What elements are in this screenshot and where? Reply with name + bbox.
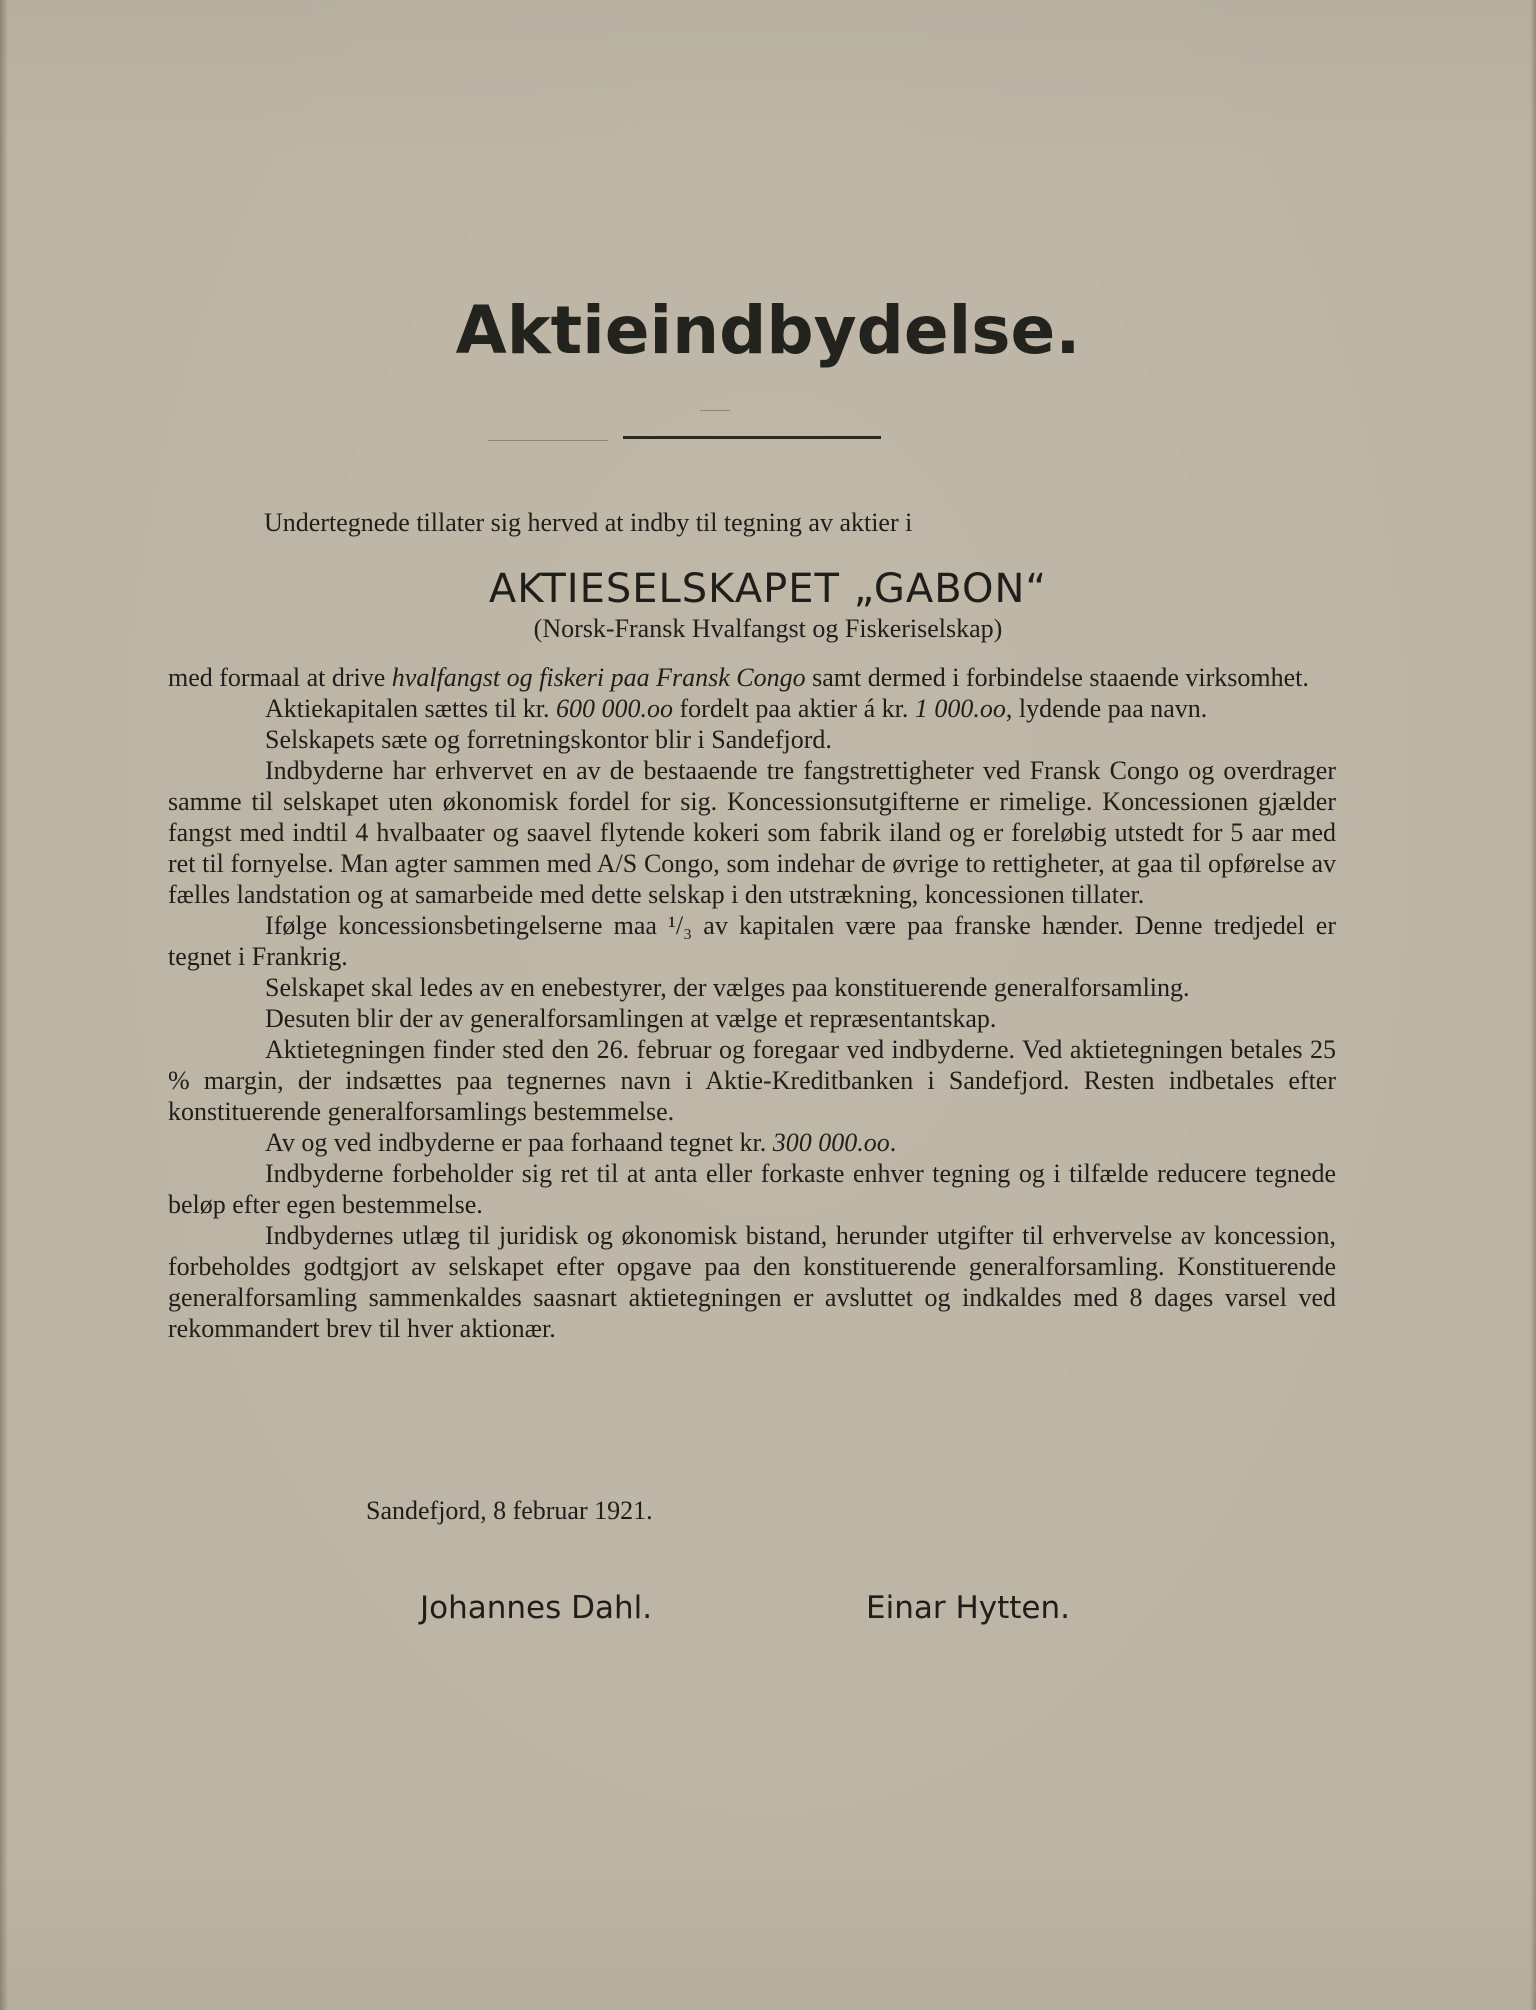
- decorative-dash: [488, 440, 608, 441]
- document-title: Aktieindbydelse.: [455, 292, 1081, 369]
- company-name: AKTIESELSKAPET „GABON“: [488, 566, 1048, 612]
- text-segment: med formaal at drive: [168, 663, 392, 692]
- text-segment: samt dermed i forbindelse staaende virksomhet.: [805, 663, 1309, 692]
- title-rule: [623, 436, 881, 439]
- text-segment: , lydende paa navn.: [1005, 694, 1208, 723]
- company-subtitle: (Norsk-Fransk Hvalfangst og Fiskeriselskap): [533, 614, 1003, 643]
- intro-line: Undertegnede tillater sig herved at indby til tegning av aktier i: [264, 508, 913, 537]
- paragraph-management: Selskapet skal ledes av en enebestyrer, der vælges paa konstituerende generalforsamling.: [265, 973, 1190, 1002]
- emphasis-text: 1 000.oo: [914, 694, 1006, 723]
- paragraph-reservation: Indbyderne forbeholder sig ret til at anta eller forkaste enhver tegning og i tilfælde reducere tegnede beløp efter egen bestemmelse.: [168, 1159, 1336, 1219]
- decorative-dash: [700, 410, 730, 411]
- paragraph-purpose: [168, 662, 1336, 693]
- paragraph-expenses: Indbydernes utlæg til juridisk og økonomisk bistand, herunder utgifter til erhvervelse av koncession, forbeholdes godtgjort av selskapet efter opgave paa den konstituerende generalforsamling. Konstituerende generalforsamling sammenkaldes saasnart aktietegningen er avsluttet og indkaldes med 8 dages varsel ved rekommandert brev til hver aktionær.: [168, 1221, 1336, 1343]
- text-segment: fordelt paa aktier á kr.: [673, 694, 915, 723]
- body-text: [168, 662, 1336, 1344]
- emphasis-text: hvalfangst og fiskeri paa Fransk Congo: [391, 663, 806, 692]
- text-segment: .: [889, 1128, 897, 1157]
- paragraph-french-share: Ifølge koncessionsbetingelserne maa ¹/₃ av kapitalen være paa franske hænder. Denne tredjedel er tegnet i Frankrig.: [168, 911, 1336, 971]
- emphasis-text: 300 000.oo: [772, 1128, 890, 1157]
- text-segment: Aktiekapitalen sættes til kr.: [265, 694, 557, 723]
- signatory-name: Johannes Dahl.: [420, 1590, 653, 1626]
- signatory-name: Einar Hytten.: [866, 1590, 1070, 1626]
- paragraph-presubscribed: [168, 1127, 1336, 1158]
- paragraph-capital: [168, 693, 1336, 724]
- paragraph-seat: Selskapets sæte og forretningskontor blir i Sandefjord.: [265, 725, 832, 754]
- paragraph-concession: Indbyderne har erhvervet en av de bestaaende tre fangstrettigheter ved Fransk Congo og overdrager samme til selskapet uten økonomisk fordel for sig. Koncessionsutgifterne er rimelige. Koncessionen gjælder fangst med indtil 4 hvalbaater og saavel flytende kokeri som fabrik iland og er foreløbig utstedt for 5 aar med ret til fornyelse. Man agter sammen med A/S Congo, som indehar de øvrige to rettigheter, at gaa til opførelse av fælles landstation og at samarbeide med dette selskap i den utstrækning, koncessionen tillater.: [168, 756, 1336, 909]
- place-date: Sandefjord, 8 februar 1921.: [366, 1496, 653, 1525]
- paragraph-subscription: Aktietegningen finder sted den 26. februar og foregaar ved indbyderne. Ved aktietegningen betales 25 % margin, der indsættes paa tegnernes navn i Aktie-Kreditbanken i Sandefjord. Resten indbetales efter konstituerende generalforsamlings bestemmelse.: [168, 1035, 1336, 1126]
- text-segment: Av og ved indbyderne er paa forhaand tegnet kr.: [265, 1128, 773, 1157]
- paragraph-representatives: Desuten blir der av generalforsamlingen at vælge et repræsentantskap.: [265, 1004, 997, 1033]
- emphasis-text: 600 000.oo: [556, 694, 674, 723]
